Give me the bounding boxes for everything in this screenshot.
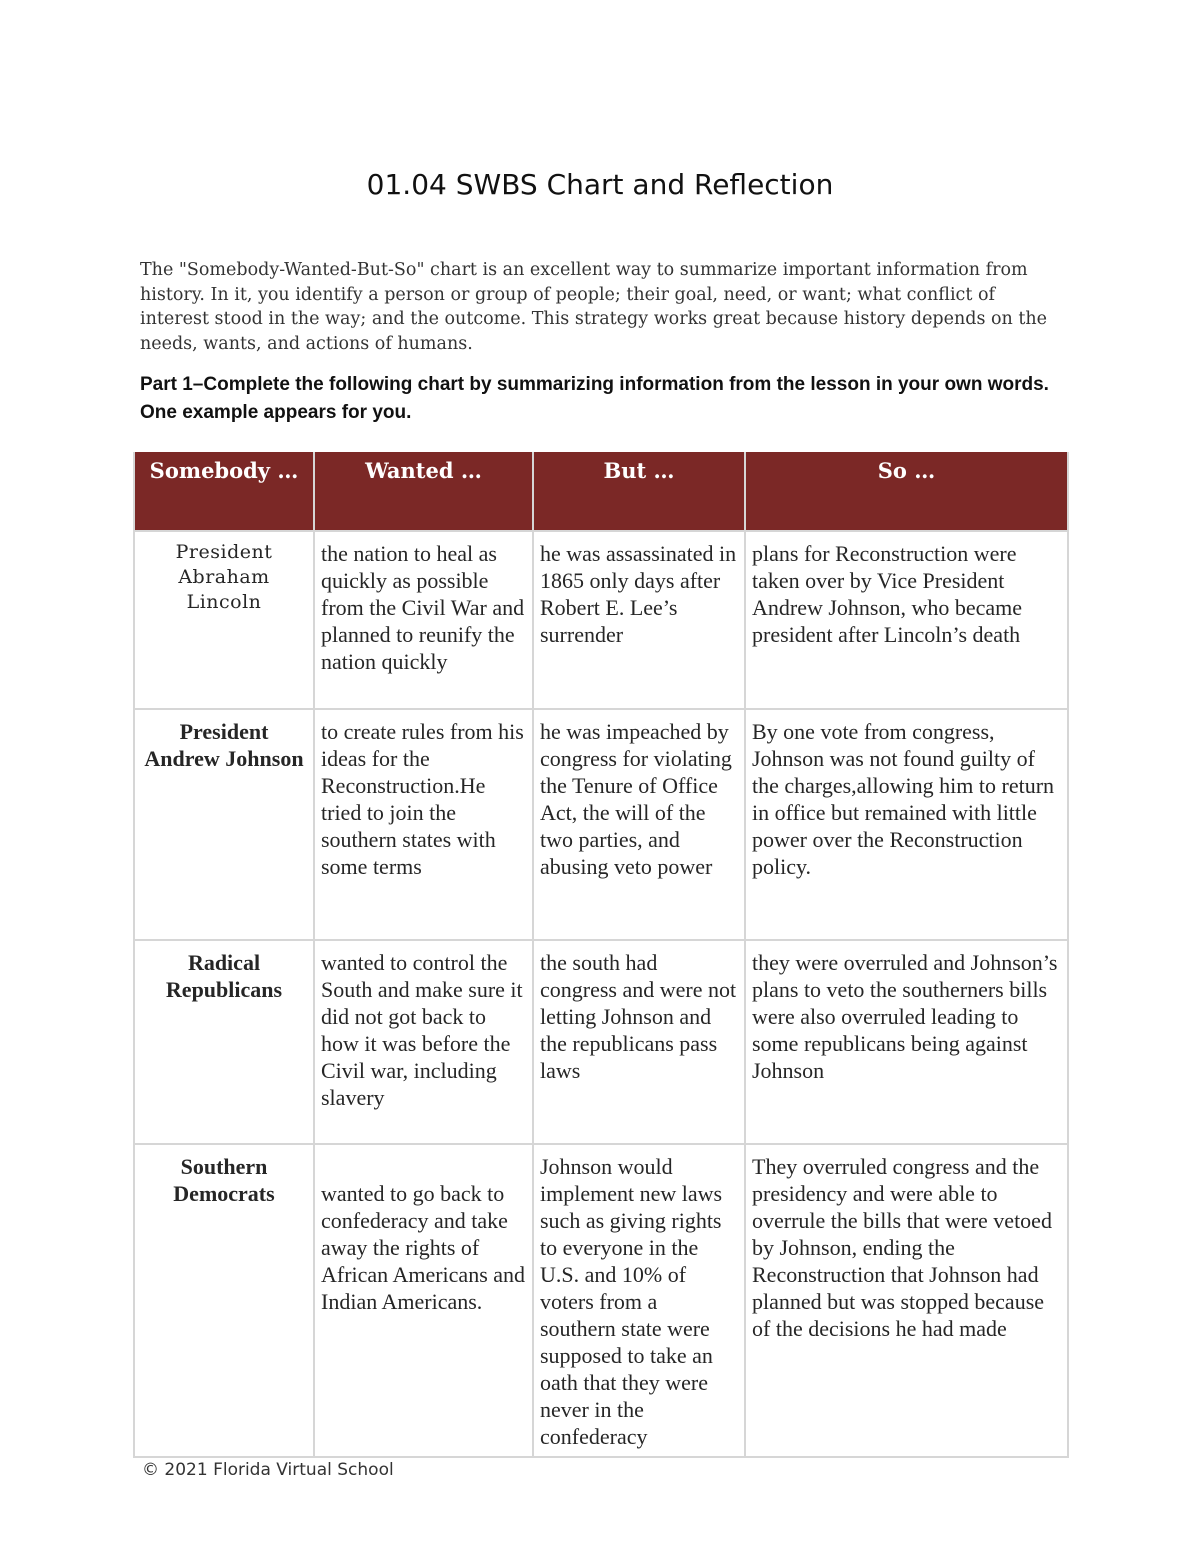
somebody-cell: Radical Republicans (134, 940, 314, 1144)
somebody-cell: President Andrew Johnson (134, 709, 314, 940)
table-row (134, 1144, 1068, 1457)
somebody-cell: Southern Democrats (134, 1144, 314, 1457)
swbs-header-row (134, 452, 1068, 531)
but-cell[interactable]: he was impeached by congress for violating the Tenure of Office Act, the will of the two parties, and abusing veto power (533, 709, 745, 940)
wanted-cell[interactable]: wanted to control the South and make sure it did not got back to how it was before the Civil war, including slavery (314, 940, 533, 1144)
header-wanted: Wanted … (314, 452, 533, 531)
wanted-cell[interactable]: wanted to go back to confederacy and take away the rights of African Americans and Indian Americans. (314, 1144, 533, 1457)
header-so: So … (745, 452, 1068, 531)
so-cell[interactable]: they were overruled and Johnson’s plans to veto the southerners bills were also overruled leading to some republicans being against Johnson (745, 940, 1068, 1144)
so-cell: plans for Reconstruction were taken over by Vice President Andrew Johnson, who became president after Lincoln’s death (745, 531, 1068, 709)
copyright-footer: © 2021 Florida Virtual School (142, 1460, 394, 1480)
header-somebody: Somebody … (134, 452, 314, 531)
table-row (134, 531, 1068, 709)
somebody-cell: President Abraham Lincoln (134, 531, 314, 709)
swbs-chart (133, 452, 1069, 1458)
intro-paragraph: The "Somebody-Wanted-But-So" chart is an excellent way to summarize important information from history. In it, you identify a person or group of people; their goal, need, or want; what conflict of interest stood in the way; and the outcome. This strategy works great because history depends on the needs, wants, and actions of humans. (140, 260, 1048, 354)
but-cell: he was assassinated in 1865 only days after Robert E. Lee’s surrender (533, 531, 745, 709)
so-cell[interactable]: They overruled congress and the presidency and were able to overrule the bills that were vetoed by Johnson, ending the Reconstruction that Johnson had planned but was stopped because of the decisions he had made (745, 1144, 1068, 1457)
table-row (134, 940, 1068, 1144)
part1-instructions: Part 1–Complete the following chart by summarizing information from the lesson in your own words. One example appears for you. (140, 374, 1049, 423)
so-cell[interactable]: By one vote from congress, Johnson was not found guilty of the charges,allowing him to return in office but remained with little power over the Reconstruction policy. (745, 709, 1068, 940)
header-but: But … (533, 452, 745, 531)
but-cell[interactable]: the south had congress and were not letting Johnson and the republicans pass laws (533, 940, 745, 1144)
wanted-cell: the nation to heal as quickly as possible from the Civil War and planned to reunify the nation quickly (314, 531, 533, 709)
page-title: 01.04 SWBS Chart and Reflection (366, 168, 834, 201)
wanted-cell[interactable]: to create rules from his ideas for the Reconstruction.He tried to join the southern states with some terms (314, 709, 533, 940)
but-cell[interactable]: Johnson would implement new laws such as giving rights to everyone in the U.S. and 10% of voters from a southern state were supposed to take an oath that they were never in the confederacy (533, 1144, 745, 1457)
table-row (134, 709, 1068, 940)
